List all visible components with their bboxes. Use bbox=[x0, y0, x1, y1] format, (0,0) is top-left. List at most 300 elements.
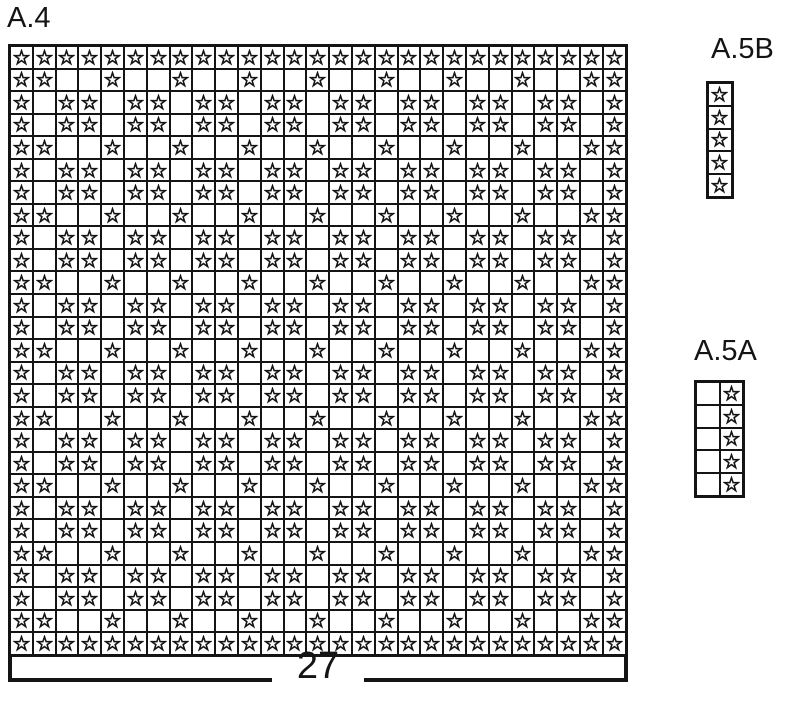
empty-cell bbox=[148, 475, 169, 496]
star-cell bbox=[513, 543, 534, 564]
star-icon bbox=[13, 162, 30, 179]
star-icon bbox=[286, 49, 303, 66]
star-cell bbox=[399, 385, 420, 406]
empty-cell bbox=[239, 363, 260, 384]
empty-cell bbox=[535, 272, 556, 293]
empty-cell bbox=[34, 318, 55, 339]
star-icon bbox=[537, 387, 554, 404]
empty-cell bbox=[353, 340, 374, 361]
empty-cell bbox=[421, 611, 442, 632]
star-icon bbox=[492, 364, 509, 381]
star-cell bbox=[421, 115, 442, 136]
star-cell bbox=[581, 47, 602, 68]
star-icon bbox=[514, 612, 531, 629]
star-icon bbox=[446, 545, 463, 562]
star-cell bbox=[490, 182, 511, 203]
empty-cell bbox=[171, 318, 192, 339]
star-icon bbox=[606, 432, 623, 449]
empty-cell bbox=[697, 451, 719, 472]
star-cell bbox=[399, 588, 420, 609]
star-icon bbox=[606, 184, 623, 201]
star-cell bbox=[444, 70, 465, 91]
star-icon bbox=[514, 342, 531, 359]
empty-cell bbox=[444, 182, 465, 203]
star-icon bbox=[583, 139, 600, 156]
empty-cell bbox=[125, 475, 146, 496]
empty-cell bbox=[421, 70, 442, 91]
star-icon bbox=[560, 49, 577, 66]
star-icon bbox=[560, 184, 577, 201]
star-cell bbox=[57, 430, 78, 451]
empty-cell bbox=[467, 272, 488, 293]
empty-cell bbox=[330, 205, 351, 226]
star-cell bbox=[57, 385, 78, 406]
star-icon bbox=[400, 635, 417, 652]
star-icon bbox=[606, 567, 623, 584]
empty-cell bbox=[171, 520, 192, 541]
star-cell bbox=[11, 611, 32, 632]
star-icon bbox=[127, 387, 144, 404]
empty-cell bbox=[125, 70, 146, 91]
star-icon bbox=[492, 252, 509, 269]
empty-cell bbox=[444, 430, 465, 451]
empty-cell bbox=[34, 182, 55, 203]
star-icon bbox=[400, 116, 417, 133]
empty-cell bbox=[216, 137, 237, 158]
empty-cell bbox=[307, 227, 328, 248]
star-cell bbox=[421, 633, 442, 654]
star-icon bbox=[150, 229, 167, 246]
star-cell bbox=[285, 453, 306, 474]
star-cell bbox=[399, 633, 420, 654]
star-cell bbox=[216, 182, 237, 203]
star-cell bbox=[376, 543, 397, 564]
empty-cell bbox=[581, 498, 602, 519]
empty-cell bbox=[148, 408, 169, 429]
star-cell bbox=[79, 633, 100, 654]
empty-cell bbox=[558, 543, 579, 564]
empty-cell bbox=[399, 272, 420, 293]
star-icon bbox=[286, 162, 303, 179]
star-cell bbox=[399, 115, 420, 136]
empty-cell bbox=[285, 137, 306, 158]
star-icon bbox=[81, 162, 98, 179]
star-icon bbox=[514, 410, 531, 427]
star-cell bbox=[604, 408, 625, 429]
star-cell bbox=[193, 250, 214, 271]
star-cell bbox=[421, 430, 442, 451]
star-cell bbox=[467, 115, 488, 136]
star-cell bbox=[444, 543, 465, 564]
star-cell bbox=[11, 160, 32, 181]
star-cell bbox=[11, 295, 32, 316]
star-icon bbox=[286, 94, 303, 111]
star-cell bbox=[558, 250, 579, 271]
star-cell bbox=[285, 430, 306, 451]
star-icon bbox=[286, 364, 303, 381]
star-icon bbox=[58, 522, 75, 539]
star-cell bbox=[604, 363, 625, 384]
empty-cell bbox=[581, 115, 602, 136]
star-cell bbox=[285, 295, 306, 316]
star-icon bbox=[218, 387, 235, 404]
star-cell bbox=[535, 520, 556, 541]
empty-cell bbox=[102, 250, 123, 271]
star-cell bbox=[353, 318, 374, 339]
star-cell bbox=[11, 182, 32, 203]
star-icon bbox=[58, 229, 75, 246]
star-icon bbox=[446, 410, 463, 427]
star-icon bbox=[127, 94, 144, 111]
star-icon bbox=[264, 252, 281, 269]
star-cell bbox=[604, 543, 625, 564]
empty-cell bbox=[513, 453, 534, 474]
star-cell bbox=[148, 295, 169, 316]
star-icon bbox=[560, 432, 577, 449]
star-icon bbox=[606, 500, 623, 517]
star-icon bbox=[195, 387, 212, 404]
star-icon bbox=[309, 545, 326, 562]
star-icon bbox=[36, 139, 53, 156]
star-icon bbox=[195, 252, 212, 269]
star-cell bbox=[444, 408, 465, 429]
empty-cell bbox=[444, 92, 465, 113]
empty-cell bbox=[307, 295, 328, 316]
star-icon bbox=[81, 522, 98, 539]
empty-cell bbox=[148, 70, 169, 91]
star-icon bbox=[36, 545, 53, 562]
star-icon bbox=[606, 364, 623, 381]
star-icon bbox=[13, 297, 30, 314]
star-icon bbox=[423, 319, 440, 336]
star-icon bbox=[606, 319, 623, 336]
star-icon bbox=[13, 139, 30, 156]
empty-cell bbox=[581, 295, 602, 316]
star-cell bbox=[262, 633, 283, 654]
star-icon bbox=[332, 567, 349, 584]
empty-cell bbox=[444, 498, 465, 519]
star-icon bbox=[127, 162, 144, 179]
empty-cell bbox=[330, 611, 351, 632]
empty-cell bbox=[490, 611, 511, 632]
star-icon bbox=[355, 522, 372, 539]
star-icon bbox=[492, 635, 509, 652]
star-cell bbox=[490, 92, 511, 113]
star-cell bbox=[535, 115, 556, 136]
empty-cell bbox=[102, 182, 123, 203]
empty-cell bbox=[102, 588, 123, 609]
star-icon bbox=[309, 207, 326, 224]
empty-cell bbox=[239, 295, 260, 316]
star-icon bbox=[218, 455, 235, 472]
star-cell bbox=[467, 566, 488, 587]
star-cell bbox=[79, 498, 100, 519]
chart-a5a-label: A.5A bbox=[694, 335, 757, 367]
star-icon bbox=[469, 364, 486, 381]
star-cell bbox=[171, 205, 192, 226]
star-cell bbox=[399, 295, 420, 316]
star-icon bbox=[150, 364, 167, 381]
empty-cell bbox=[239, 566, 260, 587]
empty-cell bbox=[376, 430, 397, 451]
empty-cell bbox=[262, 611, 283, 632]
empty-cell bbox=[239, 520, 260, 541]
star-icon bbox=[606, 207, 623, 224]
star-icon bbox=[127, 319, 144, 336]
empty-cell bbox=[535, 475, 556, 496]
star-icon bbox=[537, 364, 554, 381]
empty-cell bbox=[148, 340, 169, 361]
star-cell bbox=[148, 182, 169, 203]
star-cell bbox=[330, 588, 351, 609]
star-cell bbox=[34, 633, 55, 654]
empty-cell bbox=[444, 115, 465, 136]
empty-cell bbox=[34, 453, 55, 474]
star-icon bbox=[36, 342, 53, 359]
star-icon bbox=[81, 116, 98, 133]
empty-cell bbox=[285, 70, 306, 91]
empty-cell bbox=[34, 588, 55, 609]
star-cell bbox=[34, 47, 55, 68]
star-cell bbox=[125, 430, 146, 451]
star-icon bbox=[195, 567, 212, 584]
star-icon bbox=[172, 477, 189, 494]
star-cell bbox=[558, 115, 579, 136]
star-cell bbox=[239, 137, 260, 158]
star-icon bbox=[446, 635, 463, 652]
empty-cell bbox=[34, 498, 55, 519]
star-icon bbox=[241, 635, 258, 652]
star-cell bbox=[79, 160, 100, 181]
star-icon bbox=[469, 184, 486, 201]
star-cell bbox=[581, 633, 602, 654]
star-icon bbox=[150, 522, 167, 539]
star-cell bbox=[193, 227, 214, 248]
star-icon bbox=[378, 71, 395, 88]
empty-cell bbox=[148, 543, 169, 564]
star-icon bbox=[469, 49, 486, 66]
star-icon bbox=[81, 94, 98, 111]
star-icon bbox=[355, 635, 372, 652]
empty-cell bbox=[376, 566, 397, 587]
empty-cell bbox=[513, 363, 534, 384]
empty-cell bbox=[307, 498, 328, 519]
empty-cell bbox=[34, 115, 55, 136]
star-icon bbox=[218, 184, 235, 201]
star-cell bbox=[79, 182, 100, 203]
star-cell bbox=[709, 130, 731, 151]
star-cell bbox=[399, 498, 420, 519]
star-cell bbox=[171, 543, 192, 564]
star-cell bbox=[376, 633, 397, 654]
star-icon bbox=[150, 567, 167, 584]
star-icon bbox=[309, 139, 326, 156]
star-icon bbox=[492, 162, 509, 179]
star-icon bbox=[423, 522, 440, 539]
star-icon bbox=[264, 455, 281, 472]
star-cell bbox=[285, 520, 306, 541]
empty-cell bbox=[193, 205, 214, 226]
star-icon bbox=[423, 364, 440, 381]
star-cell bbox=[353, 430, 374, 451]
star-cell bbox=[193, 160, 214, 181]
star-icon bbox=[711, 154, 728, 171]
star-icon bbox=[469, 116, 486, 133]
star-cell bbox=[102, 47, 123, 68]
star-cell bbox=[490, 318, 511, 339]
star-icon bbox=[492, 387, 509, 404]
star-icon bbox=[264, 635, 281, 652]
star-icon bbox=[332, 364, 349, 381]
star-cell bbox=[581, 205, 602, 226]
star-cell bbox=[399, 227, 420, 248]
star-cell bbox=[558, 588, 579, 609]
star-icon bbox=[560, 364, 577, 381]
star-icon bbox=[423, 455, 440, 472]
star-cell bbox=[353, 227, 374, 248]
star-cell bbox=[57, 295, 78, 316]
empty-cell bbox=[330, 272, 351, 293]
star-cell bbox=[399, 453, 420, 474]
star-cell bbox=[34, 205, 55, 226]
star-cell bbox=[307, 272, 328, 293]
star-cell bbox=[513, 47, 534, 68]
star-cell bbox=[11, 227, 32, 248]
empty-cell bbox=[193, 137, 214, 158]
star-cell bbox=[11, 566, 32, 587]
star-icon bbox=[58, 116, 75, 133]
star-cell bbox=[709, 84, 731, 105]
star-icon bbox=[127, 590, 144, 607]
star-icon bbox=[241, 49, 258, 66]
empty-cell bbox=[444, 520, 465, 541]
star-icon bbox=[560, 229, 577, 246]
empty-cell bbox=[581, 250, 602, 271]
star-cell bbox=[11, 70, 32, 91]
star-cell bbox=[11, 385, 32, 406]
empty-cell bbox=[558, 475, 579, 496]
star-icon bbox=[400, 297, 417, 314]
empty-cell bbox=[376, 520, 397, 541]
empty-cell bbox=[353, 70, 374, 91]
star-icon bbox=[286, 229, 303, 246]
star-cell bbox=[558, 160, 579, 181]
star-cell bbox=[34, 137, 55, 158]
star-icon bbox=[332, 229, 349, 246]
star-icon bbox=[537, 432, 554, 449]
empty-cell bbox=[558, 408, 579, 429]
star-cell bbox=[376, 70, 397, 91]
star-cell bbox=[57, 633, 78, 654]
star-cell bbox=[11, 430, 32, 451]
star-cell bbox=[399, 363, 420, 384]
star-cell bbox=[285, 115, 306, 136]
star-cell bbox=[57, 227, 78, 248]
star-cell bbox=[604, 227, 625, 248]
empty-cell bbox=[102, 160, 123, 181]
star-icon bbox=[286, 116, 303, 133]
star-icon bbox=[104, 545, 121, 562]
star-icon bbox=[583, 274, 600, 291]
star-icon bbox=[264, 500, 281, 517]
empty-cell bbox=[307, 160, 328, 181]
empty-cell bbox=[581, 318, 602, 339]
star-icon bbox=[13, 432, 30, 449]
star-icon bbox=[172, 274, 189, 291]
star-icon bbox=[332, 590, 349, 607]
star-icon bbox=[537, 522, 554, 539]
star-cell bbox=[262, 566, 283, 587]
empty-cell bbox=[353, 205, 374, 226]
empty-cell bbox=[467, 205, 488, 226]
star-icon bbox=[711, 131, 728, 148]
star-cell bbox=[125, 295, 146, 316]
star-cell bbox=[285, 385, 306, 406]
star-cell bbox=[558, 363, 579, 384]
star-icon bbox=[514, 207, 531, 224]
empty-cell bbox=[57, 408, 78, 429]
empty-cell bbox=[171, 182, 192, 203]
star-icon bbox=[400, 590, 417, 607]
empty-cell bbox=[581, 430, 602, 451]
star-cell bbox=[535, 92, 556, 113]
star-cell bbox=[399, 160, 420, 181]
star-cell bbox=[79, 92, 100, 113]
empty-cell bbox=[535, 543, 556, 564]
star-icon bbox=[172, 545, 189, 562]
star-cell bbox=[262, 318, 283, 339]
star-icon bbox=[36, 635, 53, 652]
star-icon bbox=[218, 116, 235, 133]
star-icon bbox=[400, 162, 417, 179]
star-cell bbox=[148, 520, 169, 541]
star-cell bbox=[604, 70, 625, 91]
empty-cell bbox=[239, 160, 260, 181]
star-icon bbox=[537, 567, 554, 584]
bracket-line-right bbox=[364, 678, 628, 682]
star-icon bbox=[583, 342, 600, 359]
star-cell bbox=[558, 295, 579, 316]
star-icon bbox=[264, 319, 281, 336]
empty-cell bbox=[57, 340, 78, 361]
star-icon bbox=[286, 319, 303, 336]
star-cell bbox=[604, 588, 625, 609]
star-icon bbox=[127, 49, 144, 66]
star-cell bbox=[125, 227, 146, 248]
star-icon bbox=[723, 476, 740, 493]
star-cell bbox=[604, 295, 625, 316]
star-icon bbox=[58, 455, 75, 472]
star-cell bbox=[490, 453, 511, 474]
star-cell bbox=[467, 295, 488, 316]
star-icon bbox=[13, 71, 30, 88]
empty-cell bbox=[285, 205, 306, 226]
empty-cell bbox=[376, 115, 397, 136]
star-icon bbox=[583, 207, 600, 224]
star-cell bbox=[721, 383, 743, 404]
star-cell bbox=[239, 633, 260, 654]
star-cell bbox=[421, 92, 442, 113]
star-icon bbox=[127, 567, 144, 584]
star-cell bbox=[353, 633, 374, 654]
star-cell bbox=[558, 633, 579, 654]
star-cell bbox=[353, 363, 374, 384]
star-cell bbox=[535, 633, 556, 654]
star-cell bbox=[330, 92, 351, 113]
empty-cell bbox=[57, 205, 78, 226]
star-icon bbox=[81, 455, 98, 472]
empty-cell bbox=[444, 318, 465, 339]
